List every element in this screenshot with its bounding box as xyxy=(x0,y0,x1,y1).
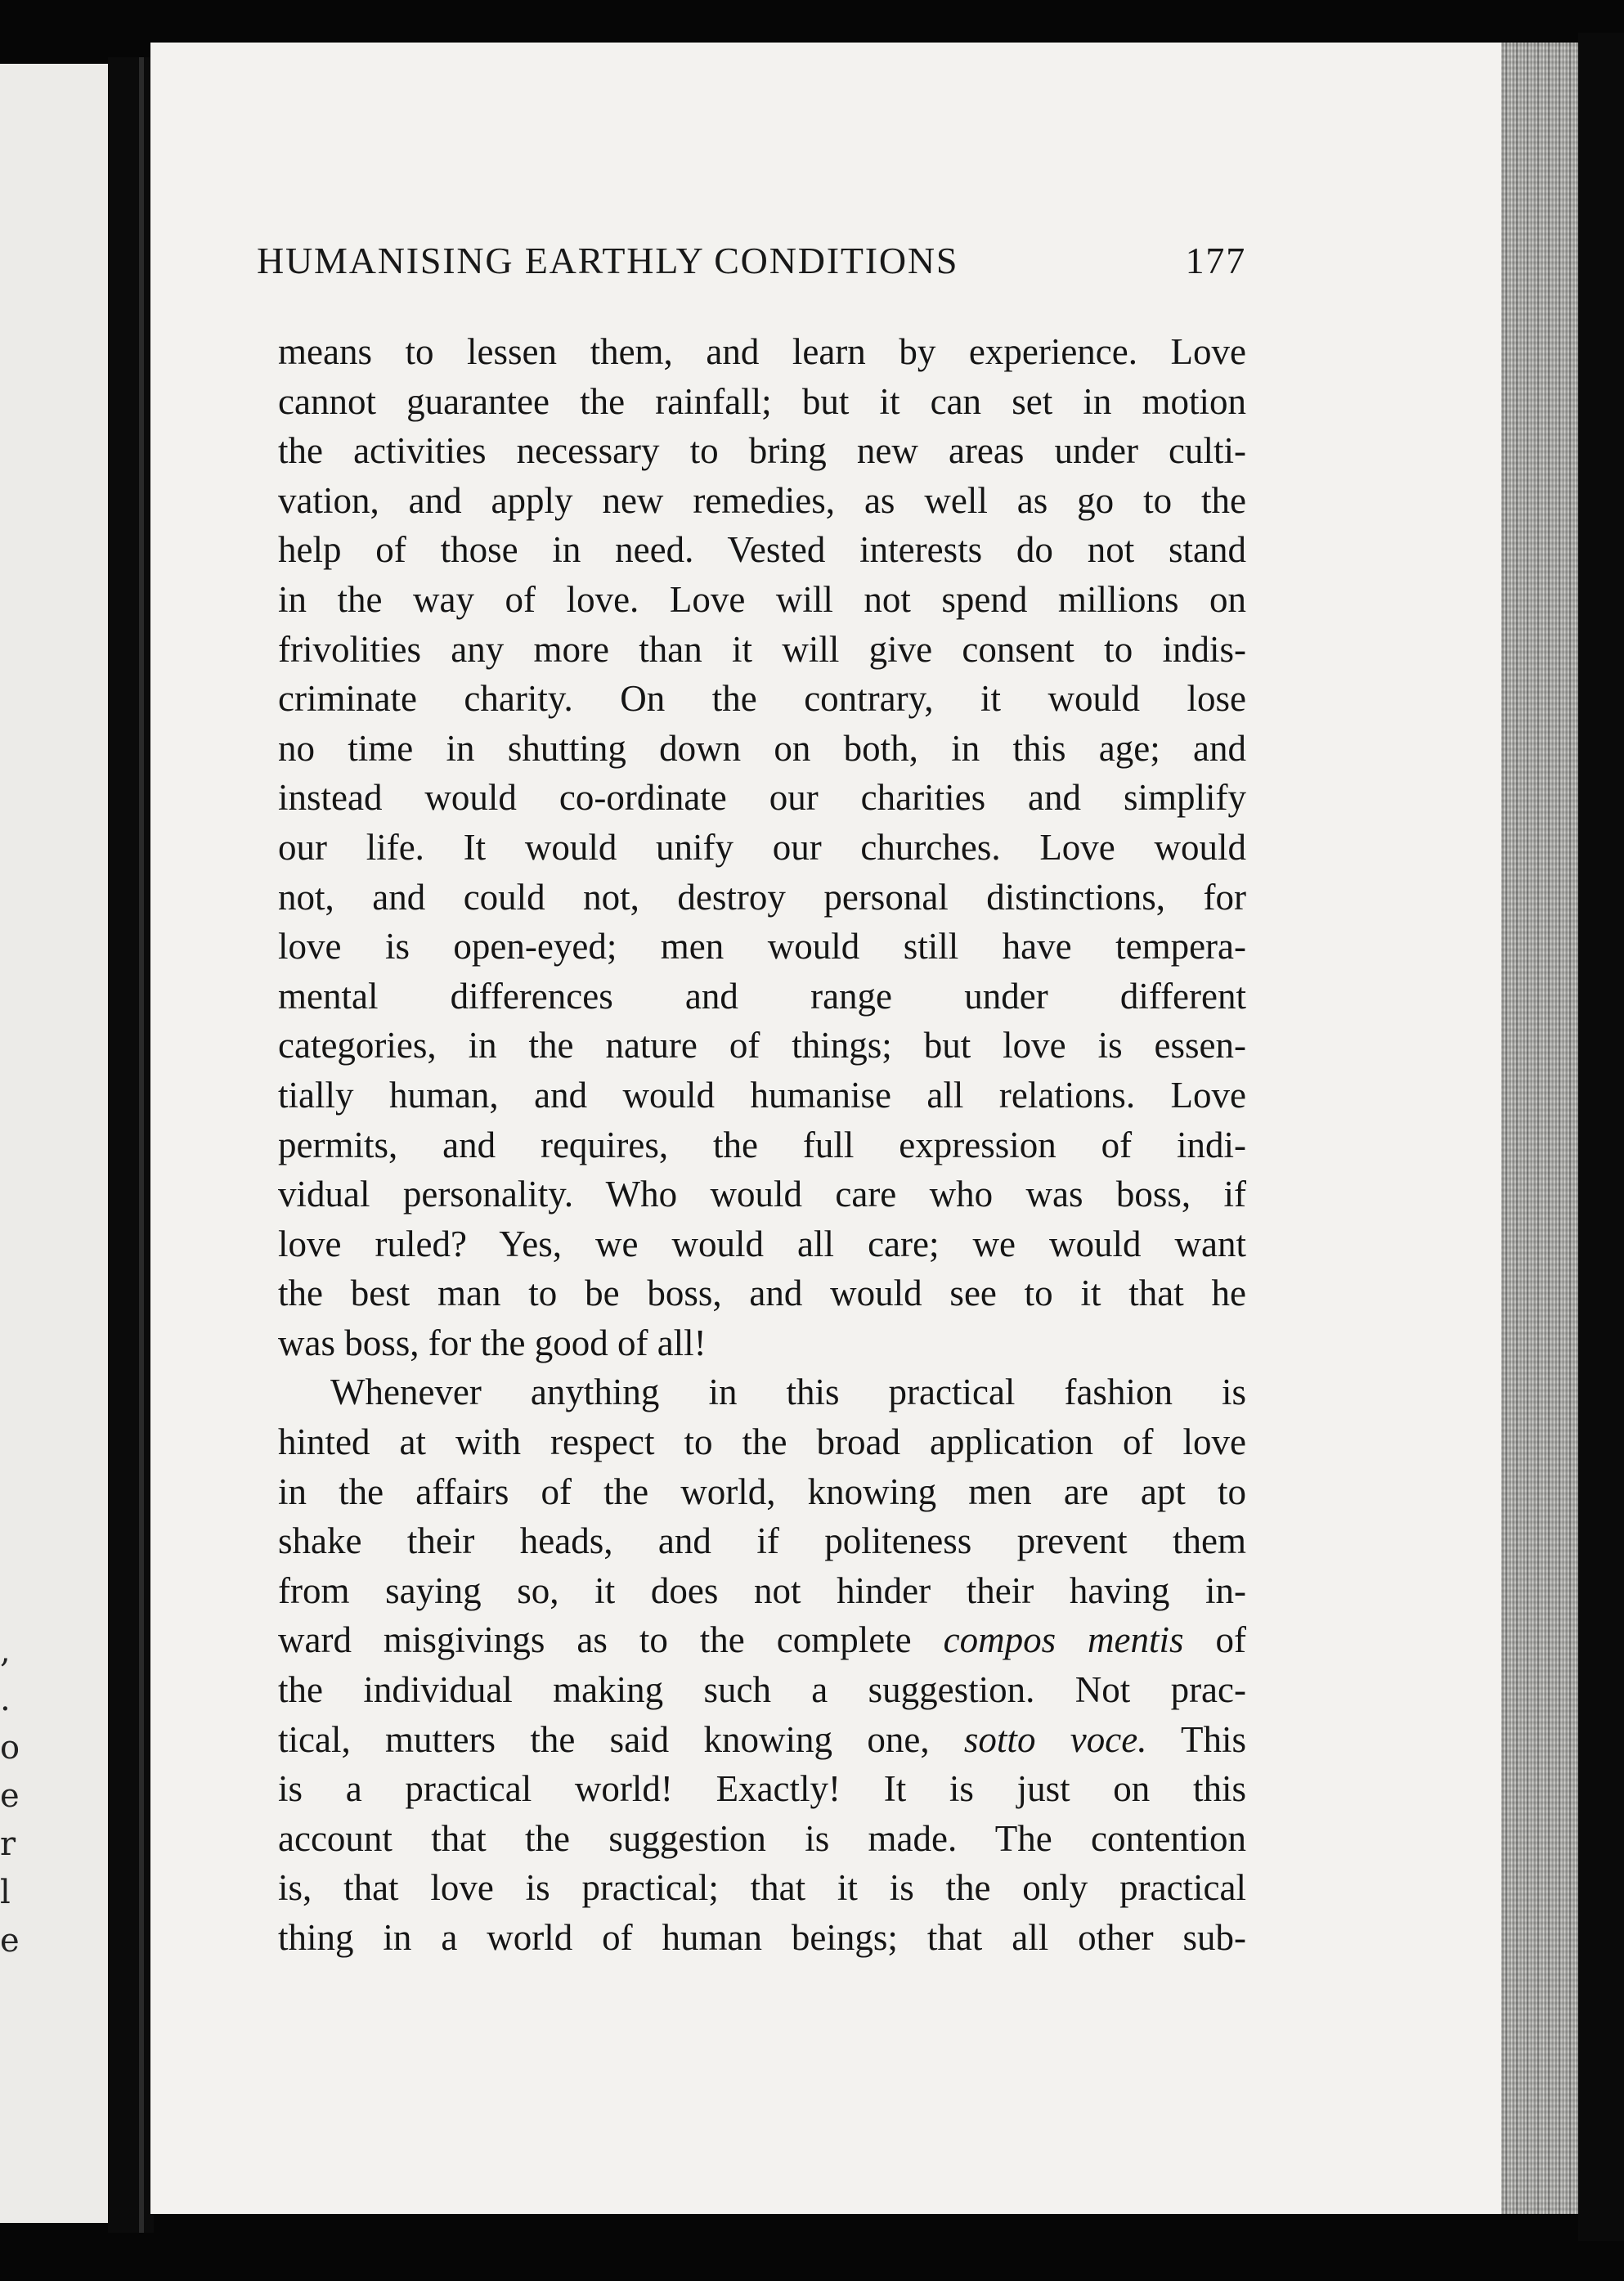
text-line: love is open-eyed; men would still have tempera- xyxy=(278,926,1246,968)
text-line-with-italic xyxy=(278,1615,1246,1665)
text-line: mental differences and range under different xyxy=(278,975,1246,1017)
text-segment: ward misgivings as to the complete xyxy=(278,1619,912,1661)
text-line: tially human, and would humanise all relations. Love xyxy=(278,1074,1246,1116)
text-line-with-italic xyxy=(278,1715,1246,1765)
left-mark: , xyxy=(0,1632,11,1670)
text-segment: of xyxy=(1215,1619,1246,1661)
text-line: no time in shutting down on both, in this age; and xyxy=(278,727,1246,769)
text-line: shake their heads, and if politeness prevent them xyxy=(278,1520,1246,1562)
left-mark: r xyxy=(0,1825,16,1863)
text-line: in the way of love. Love will not spend millions on xyxy=(278,578,1246,620)
running-head xyxy=(257,239,1246,282)
left-mark: e xyxy=(0,1777,20,1815)
text-line: the best man to be boss, and would see to it that he xyxy=(278,1273,1246,1314)
text-line: means to lessen them, and learn by experience. Love xyxy=(278,331,1246,372)
page-number: 177 xyxy=(1185,240,1246,281)
text-line: not, and could not, destroy personal distinctions, for xyxy=(278,876,1246,918)
text-line: help of those in need. Vested interests do not stand xyxy=(278,529,1246,571)
page-edges xyxy=(1501,43,1578,2214)
text-line: account that the suggestion is made. The contention xyxy=(278,1817,1246,1859)
italic-phrase: sotto voce. xyxy=(963,1718,1147,1760)
left-mark: l xyxy=(0,1874,11,1911)
text-line: thing in a world of human beings; that all other sub- xyxy=(278,1917,1246,1958)
text-line: hinted at with respect to the broad application of love xyxy=(278,1421,1246,1463)
paragraph-end-line: was boss, for the good of all! xyxy=(278,1322,707,1363)
text-line: love ruled? Yes, we would all care; we would want xyxy=(278,1223,1246,1264)
paragraph-start-line: Whenever anything in this practical fashion is xyxy=(330,1372,1246,1413)
text-line: categories, in the nature of things; but love is essen- xyxy=(278,1025,1246,1066)
text-line: frivolities any more than it will give consent to indis- xyxy=(278,628,1246,670)
text-line: is, that love is practical; that it is the only practical xyxy=(278,1867,1246,1909)
text-line: vidual personality. Who would care who was boss, if xyxy=(278,1174,1246,1215)
text-line: permits, and requires, the full expression of indi- xyxy=(278,1124,1246,1165)
text-line: criminate charity. On the contrary, it would lose xyxy=(278,678,1246,720)
text-line: instead would co-ordinate our charities and simplify xyxy=(278,777,1246,819)
left-page-margin-marks xyxy=(0,1628,20,1965)
left-mark: e xyxy=(0,1922,20,1960)
gutter-shadow xyxy=(108,57,154,2233)
text-line: our life. It would unify our churches. Love would xyxy=(278,826,1246,868)
text-line: vation, and apply new remedies, as well as go to the xyxy=(278,479,1246,521)
text-line: cannot guarantee the rainfall; but it can set in motion xyxy=(278,380,1246,422)
left-mark: . xyxy=(0,1681,11,1718)
text-segment: This xyxy=(1180,1718,1246,1760)
text-line: the activities necessary to bring new areas under culti- xyxy=(278,430,1246,472)
text-line: the individual making such a suggestion. Not prac- xyxy=(278,1669,1246,1711)
left-mark: o xyxy=(0,1729,20,1767)
text-line: is a practical world! Exactly! It is just on this xyxy=(278,1768,1246,1810)
body-text xyxy=(278,327,1246,1963)
scan-border xyxy=(1578,33,1624,2241)
text-line: in the affairs of the world, knowing men are apt to xyxy=(278,1471,1246,1512)
text-line: from saying so, it does not hinder their having in- xyxy=(278,1569,1246,1611)
text-segment: tical, mutters the said knowing one, xyxy=(278,1718,930,1760)
chapter-title: HUMANISING EARTHLY CONDITIONS xyxy=(257,240,959,281)
italic-phrase: compos mentis xyxy=(943,1619,1184,1661)
